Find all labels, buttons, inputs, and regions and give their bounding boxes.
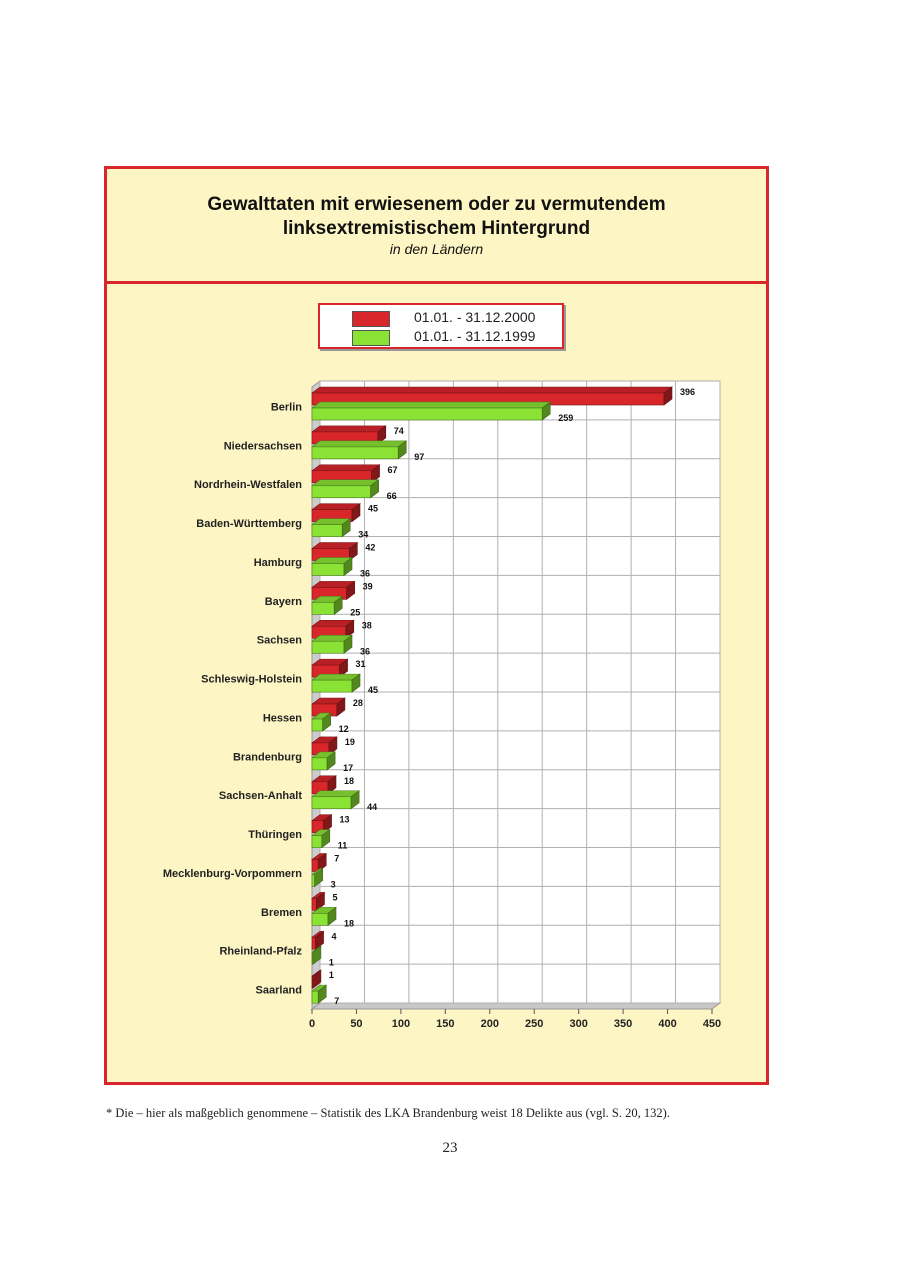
chart-title-line1: Gewalttaten mit erwiesenem oder zu vermutendem (207, 194, 666, 215)
bar (312, 447, 398, 459)
data-label: 1 (328, 970, 334, 981)
data-label: 5 (332, 892, 338, 903)
bar (312, 525, 342, 537)
category-label: Mecklenburg-Vorpommern (162, 867, 302, 880)
bar (312, 641, 344, 653)
data-label: 12 (338, 724, 349, 734)
data-label: 67 (387, 464, 398, 475)
x-tick-label: 200 (480, 1018, 499, 1030)
category-label: Schleswig-Holstein (201, 673, 302, 686)
data-label: 36 (360, 568, 371, 579)
bar-top-face (312, 402, 550, 408)
data-label: 11 (337, 840, 348, 851)
bar-top-face (312, 465, 380, 471)
category-label: Bayern (264, 595, 302, 608)
x-tick-label: 100 (391, 1018, 411, 1030)
data-label: 25 (350, 607, 361, 618)
data-label: 74 (393, 425, 404, 436)
data-label: 42 (365, 542, 376, 553)
data-label: 31 (355, 659, 366, 670)
category-label: Thüringen (248, 829, 302, 842)
data-label: 38 (361, 620, 372, 631)
bar-top-face (312, 480, 379, 486)
footnote: * Die – hier als maßgeblich genommene – Statistik des LKA Brandenburg weist 18 Delikte aus (vgl. S. 20, 132). (106, 1106, 670, 1120)
category-label: Sachsen-Anhalt (218, 790, 302, 803)
bar (312, 719, 323, 731)
bar-top-face (312, 387, 672, 393)
data-label: 44 (367, 801, 378, 812)
data-label: 1 (328, 957, 334, 968)
bar (312, 898, 316, 910)
chart-frame (104, 166, 769, 1085)
data-label: 259 (558, 413, 574, 423)
data-label: 66 (386, 490, 397, 501)
data-label: 97 (414, 451, 425, 462)
data-label: 45 (368, 685, 379, 696)
bar (312, 875, 315, 887)
x-tick-label: 450 (702, 1018, 722, 1030)
bar (312, 680, 352, 692)
legend-label-1999: 01.01. - 31.12.1999 (414, 328, 536, 344)
x-tick-label: 0 (308, 1018, 316, 1030)
data-label: 19 (344, 736, 355, 747)
data-label: 3 (330, 879, 336, 890)
bar (312, 991, 318, 1003)
category-label: Rheinland-Pfalz (219, 945, 302, 958)
category-label: Bremen (261, 906, 302, 919)
data-label: 18 (344, 918, 355, 929)
category-label: Sachsen (256, 634, 302, 647)
bar (312, 860, 318, 872)
x-tick-label: 300 (569, 1018, 588, 1030)
data-label: 18 (344, 775, 355, 786)
data-label: 396 (680, 387, 696, 397)
x-tick-label: 50 (350, 1018, 363, 1030)
x-tick-label: 350 (613, 1018, 633, 1030)
bar-chart (107, 169, 766, 1082)
bar (312, 758, 327, 770)
x-tick-label: 150 (436, 1018, 455, 1030)
data-label: 39 (362, 581, 373, 592)
category-label: Brandenburg (232, 751, 302, 764)
x-tick-label: 250 (525, 1018, 544, 1030)
data-label: 36 (360, 646, 371, 657)
data-label: 7 (334, 996, 340, 1007)
bar (312, 486, 371, 498)
bar (312, 937, 316, 949)
data-label: 45 (368, 503, 379, 514)
data-label: 7 (334, 853, 340, 864)
bar (312, 797, 351, 809)
chart-subtitle: in den Ländern (389, 241, 484, 257)
x-tick-label: 400 (658, 1018, 677, 1030)
bar-top-face (312, 441, 406, 447)
category-label: Nordrhein-Westfalen (194, 479, 302, 492)
bar (312, 602, 334, 614)
data-label: 13 (339, 814, 350, 825)
page-number: 23 (442, 1140, 458, 1156)
category-label: Niedersachsen (223, 440, 302, 453)
data-label: 4 (331, 931, 337, 942)
category-label: Berlin (270, 401, 302, 414)
category-label: Baden-Württemberg (196, 518, 302, 531)
data-label: 17 (343, 762, 354, 773)
category-label: Hamburg (253, 556, 302, 569)
plot-floor (312, 1003, 720, 1009)
bar (312, 408, 542, 420)
category-label: Saarland (255, 984, 302, 997)
bar (312, 913, 328, 925)
chart-title-line2: linksextremistischem Hintergrund (282, 218, 591, 239)
bar (312, 564, 344, 576)
bar (312, 836, 322, 848)
legend-label-2000: 01.01. - 31.12.2000 (414, 309, 536, 325)
data-label: 34 (358, 529, 369, 540)
data-label: 28 (352, 698, 363, 708)
bar-top-face (312, 426, 386, 432)
category-label: Hessen (262, 712, 302, 725)
